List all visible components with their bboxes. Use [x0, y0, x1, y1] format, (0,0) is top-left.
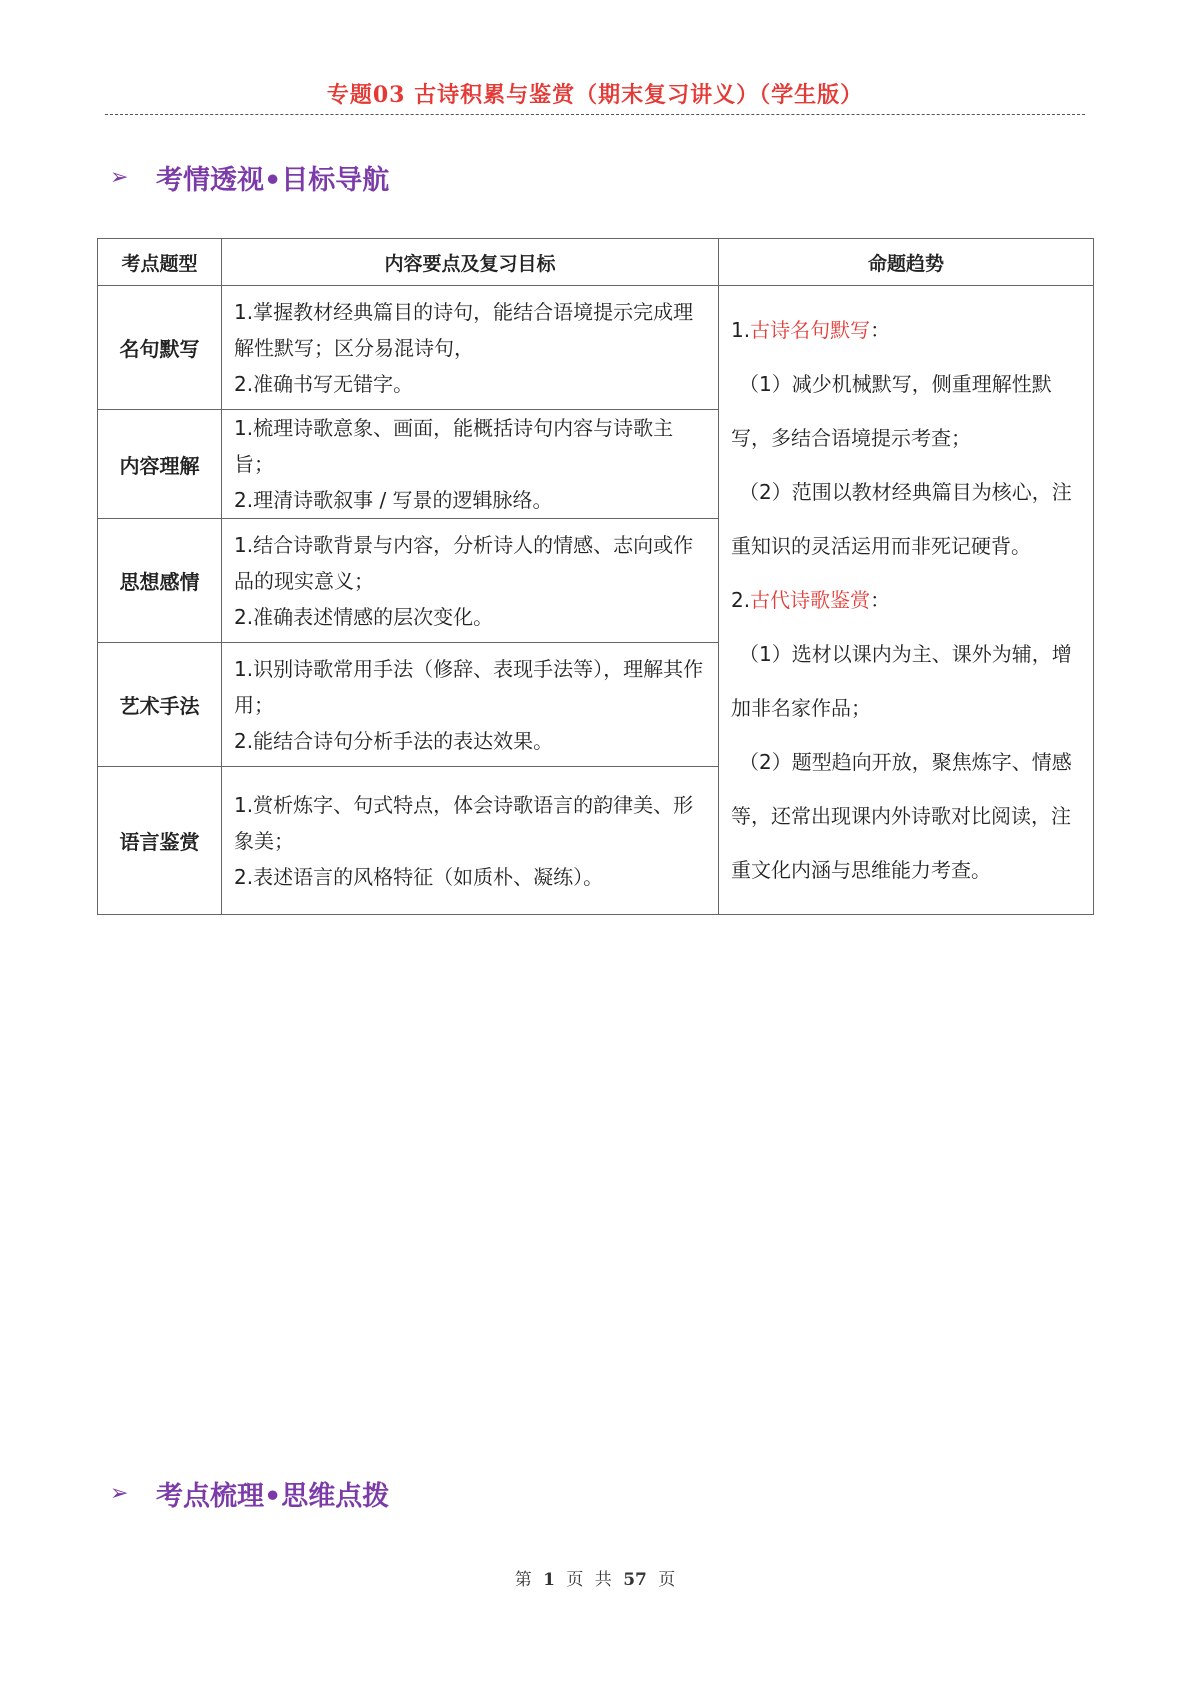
trend-point: （1）减少机械默写，侧重理解性默写，多结合语境提示考查； [731, 372, 1052, 450]
trend-cell [719, 286, 1094, 915]
page-footer [0, 1565, 1190, 1590]
trend-item-number: 1. [731, 318, 751, 342]
content-line: 1.识别诗歌常用手法（修辞、表现手法等），理解其作用； [234, 656, 704, 717]
section-title: 考情透视•目标导航 [156, 165, 390, 196]
trend-point: （1）选材以课内为主、课外为辅，增加非名家作品； [731, 642, 1072, 720]
section-heading-key-points [110, 1474, 389, 1513]
content-line: 1.赏析炼字、句式特点，体会诗歌语言的韵律美、形象美； [234, 792, 694, 853]
content-cell [222, 519, 719, 643]
content-line: 2.理清诗歌叙事 / 写景的逻辑脉络。 [234, 488, 553, 512]
header-divider [105, 114, 1085, 115]
question-type-cell: 名句默写 [98, 286, 222, 410]
content-cell [222, 410, 719, 519]
trend-item-number: 2. [731, 588, 751, 612]
content-line: 2.准确表述情感的层次变化。 [234, 604, 494, 629]
question-type-cell: 艺术手法 [98, 643, 222, 767]
footer-middle: 页 共 [566, 1570, 612, 1590]
content-line: 1.梳理诗歌意象、画面，能概括诗句内容与诗歌主旨； [234, 416, 674, 476]
question-type-cell: 内容理解 [98, 410, 222, 519]
total-page-count: 57 [623, 1570, 647, 1590]
footer-suffix: 页 [658, 1570, 676, 1590]
section-heading-exam-overview [110, 158, 389, 197]
footer-prefix: 第 [514, 1570, 532, 1590]
question-type-cell: 思想感情 [98, 519, 222, 643]
content-line: 2.表述语言的风格特征（如质朴、凝练）。 [234, 864, 604, 889]
trend-item-colon: ： [870, 588, 891, 612]
content-cell [222, 286, 719, 410]
column-header-type: 考点题型 [98, 239, 222, 286]
trend-item-colon: ： [870, 318, 891, 342]
content-line: 1.掌握教材经典篇目的诗句，能结合语境提示完成理解性默写；区分易混诗句， [234, 299, 694, 360]
table-header-row [98, 239, 1094, 286]
page-header-title: 专题03 古诗积累与鉴赏（期末复习讲义）（学生版） [326, 82, 864, 108]
trend-point: （2）范围以教材经典篇目为核心，注重知识的灵活运用而非死记硬背。 [731, 480, 1072, 558]
content-line: 2.准确书写无错字。 [234, 371, 414, 396]
trend-item-1 [731, 303, 1083, 357]
trend-item-2 [731, 573, 1083, 627]
trend-item-title: 古诗名句默写 [750, 318, 871, 342]
arrow-bullet-icon: ➢ [110, 165, 129, 190]
content-line: 2.能结合诗句分析手法的表达效果。 [234, 728, 554, 753]
content-cell [222, 767, 719, 915]
trend-item-title: 古代诗歌鉴赏 [750, 588, 871, 612]
column-header-trend: 命题趋势 [719, 239, 1094, 286]
content-cell [222, 643, 719, 767]
arrow-bullet-icon: ➢ [110, 1481, 129, 1506]
table-row [98, 286, 1094, 410]
current-page-number: 1 [543, 1570, 555, 1590]
section-title: 考点梳理•思维点拨 [156, 1481, 390, 1512]
column-header-content: 内容要点及复习目标 [222, 239, 719, 286]
content-line: 1.结合诗歌背景与内容，分析诗人的情感、志向或作品的现实意义； [234, 532, 694, 593]
trend-point: （2）题型趋向开放，聚焦炼字、情感等，还常出现课内外诗歌对比阅读，注重文化内涵与思维能力考查。 [731, 750, 1072, 882]
question-type-cell: 语言鉴赏 [98, 767, 222, 915]
exam-points-table [97, 238, 1094, 915]
